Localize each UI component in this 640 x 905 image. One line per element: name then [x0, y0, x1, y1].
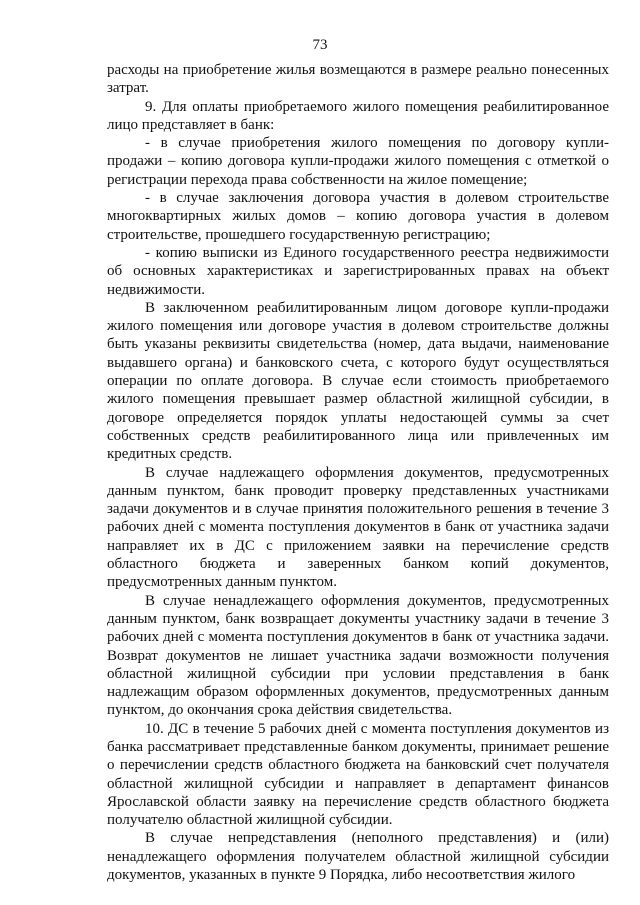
paragraph: В случае надлежащего оформления документов, предусмотренных данным пунктом, банк проводит проверку представленных участниками задачи документов и в случае принятия положительного решения в течение 3 рабочих дней с момента поступления документов в банк от участника задачи направляет их в ДС с приложением заявки на перечисление средств областного бюджета и заверенных банком копий документов, предусмотренных данным пунктом.	[107, 464, 609, 591]
paragraph: - копию выписки из Единого государственного реестра недвижимости об основных характеристиках и зарегистрированных правах на объект недвижимости.	[107, 244, 609, 298]
paragraph: 9. Для оплаты приобретаемого жилого помещения реабилитированное лицо представляет в банк:	[107, 98, 609, 133]
paragraph: В заключенном реабилитированным лицом договоре купли-продажи жилого помещения или договоре участия в долевом строительстве должны быть указаны реквизиты свидетельства (номер, дата выдачи, наименование выдавшего органа) и банковского счета, с которого будут осуществляться операции по оплате договора. В случае если стоимость приобретаемого жилого помещения превышает размер областной жилищной субсидии, в договоре определяется порядок уплаты недостающей суммы за счет собственных средств реабилитированного лица или привлеченных им кредитных средств.	[107, 299, 609, 463]
paragraph: - в случае заключения договора участия в долевом строительстве многоквартирных жилых домов – копию договора участия в долевом строительстве, прошедшего государственную регистрацию;	[107, 190, 609, 243]
paragraph: 10. ДС в течение 5 рабочих дней с момента поступления документов из банка рассматривает представленные банком документы, принимает решение о перечислении средств областного бюджета на банковский счет получателя областной жилищной субсидии и направляет в департамент финансов Ярославской области заявку на перечисление средств областного бюджета получателю областной жилищной субсидии.	[107, 720, 609, 829]
body-text	[107, 61, 609, 884]
paragraph: расходы на приобретение жилья возмещаются в размере реально понесенных затрат.	[107, 62, 609, 97]
page-number: 73	[312, 37, 328, 53]
paragraph: В случае непредставления (неполного представления) и (или) ненадлежащего оформления получателем областной жилищной субсидии документов, указанных в пункте 9 Порядка, либо несоответствия жилого	[107, 830, 609, 884]
paragraph: В случае ненадлежащего оформления документов, предусмотренных данным пунктом, банк возвращает документы участнику задачи в течение 3 рабочих дней с момента поступления документов в банк от участника задачи. Возврат документов не лишает участника задачи возможности получения областной жилищной субсидии при условии представления в банк надлежащим образом оформленных документов, предусмотренных данным пунктом, до окончания срока действия свидетельства.	[107, 592, 609, 719]
paragraph: - в случае приобретения жилого помещения по договору купли-продажи – копию договора купли-продажи жилого помещения с отметкой о регистрации перехода права собственности на жилое помещение;	[107, 135, 609, 188]
